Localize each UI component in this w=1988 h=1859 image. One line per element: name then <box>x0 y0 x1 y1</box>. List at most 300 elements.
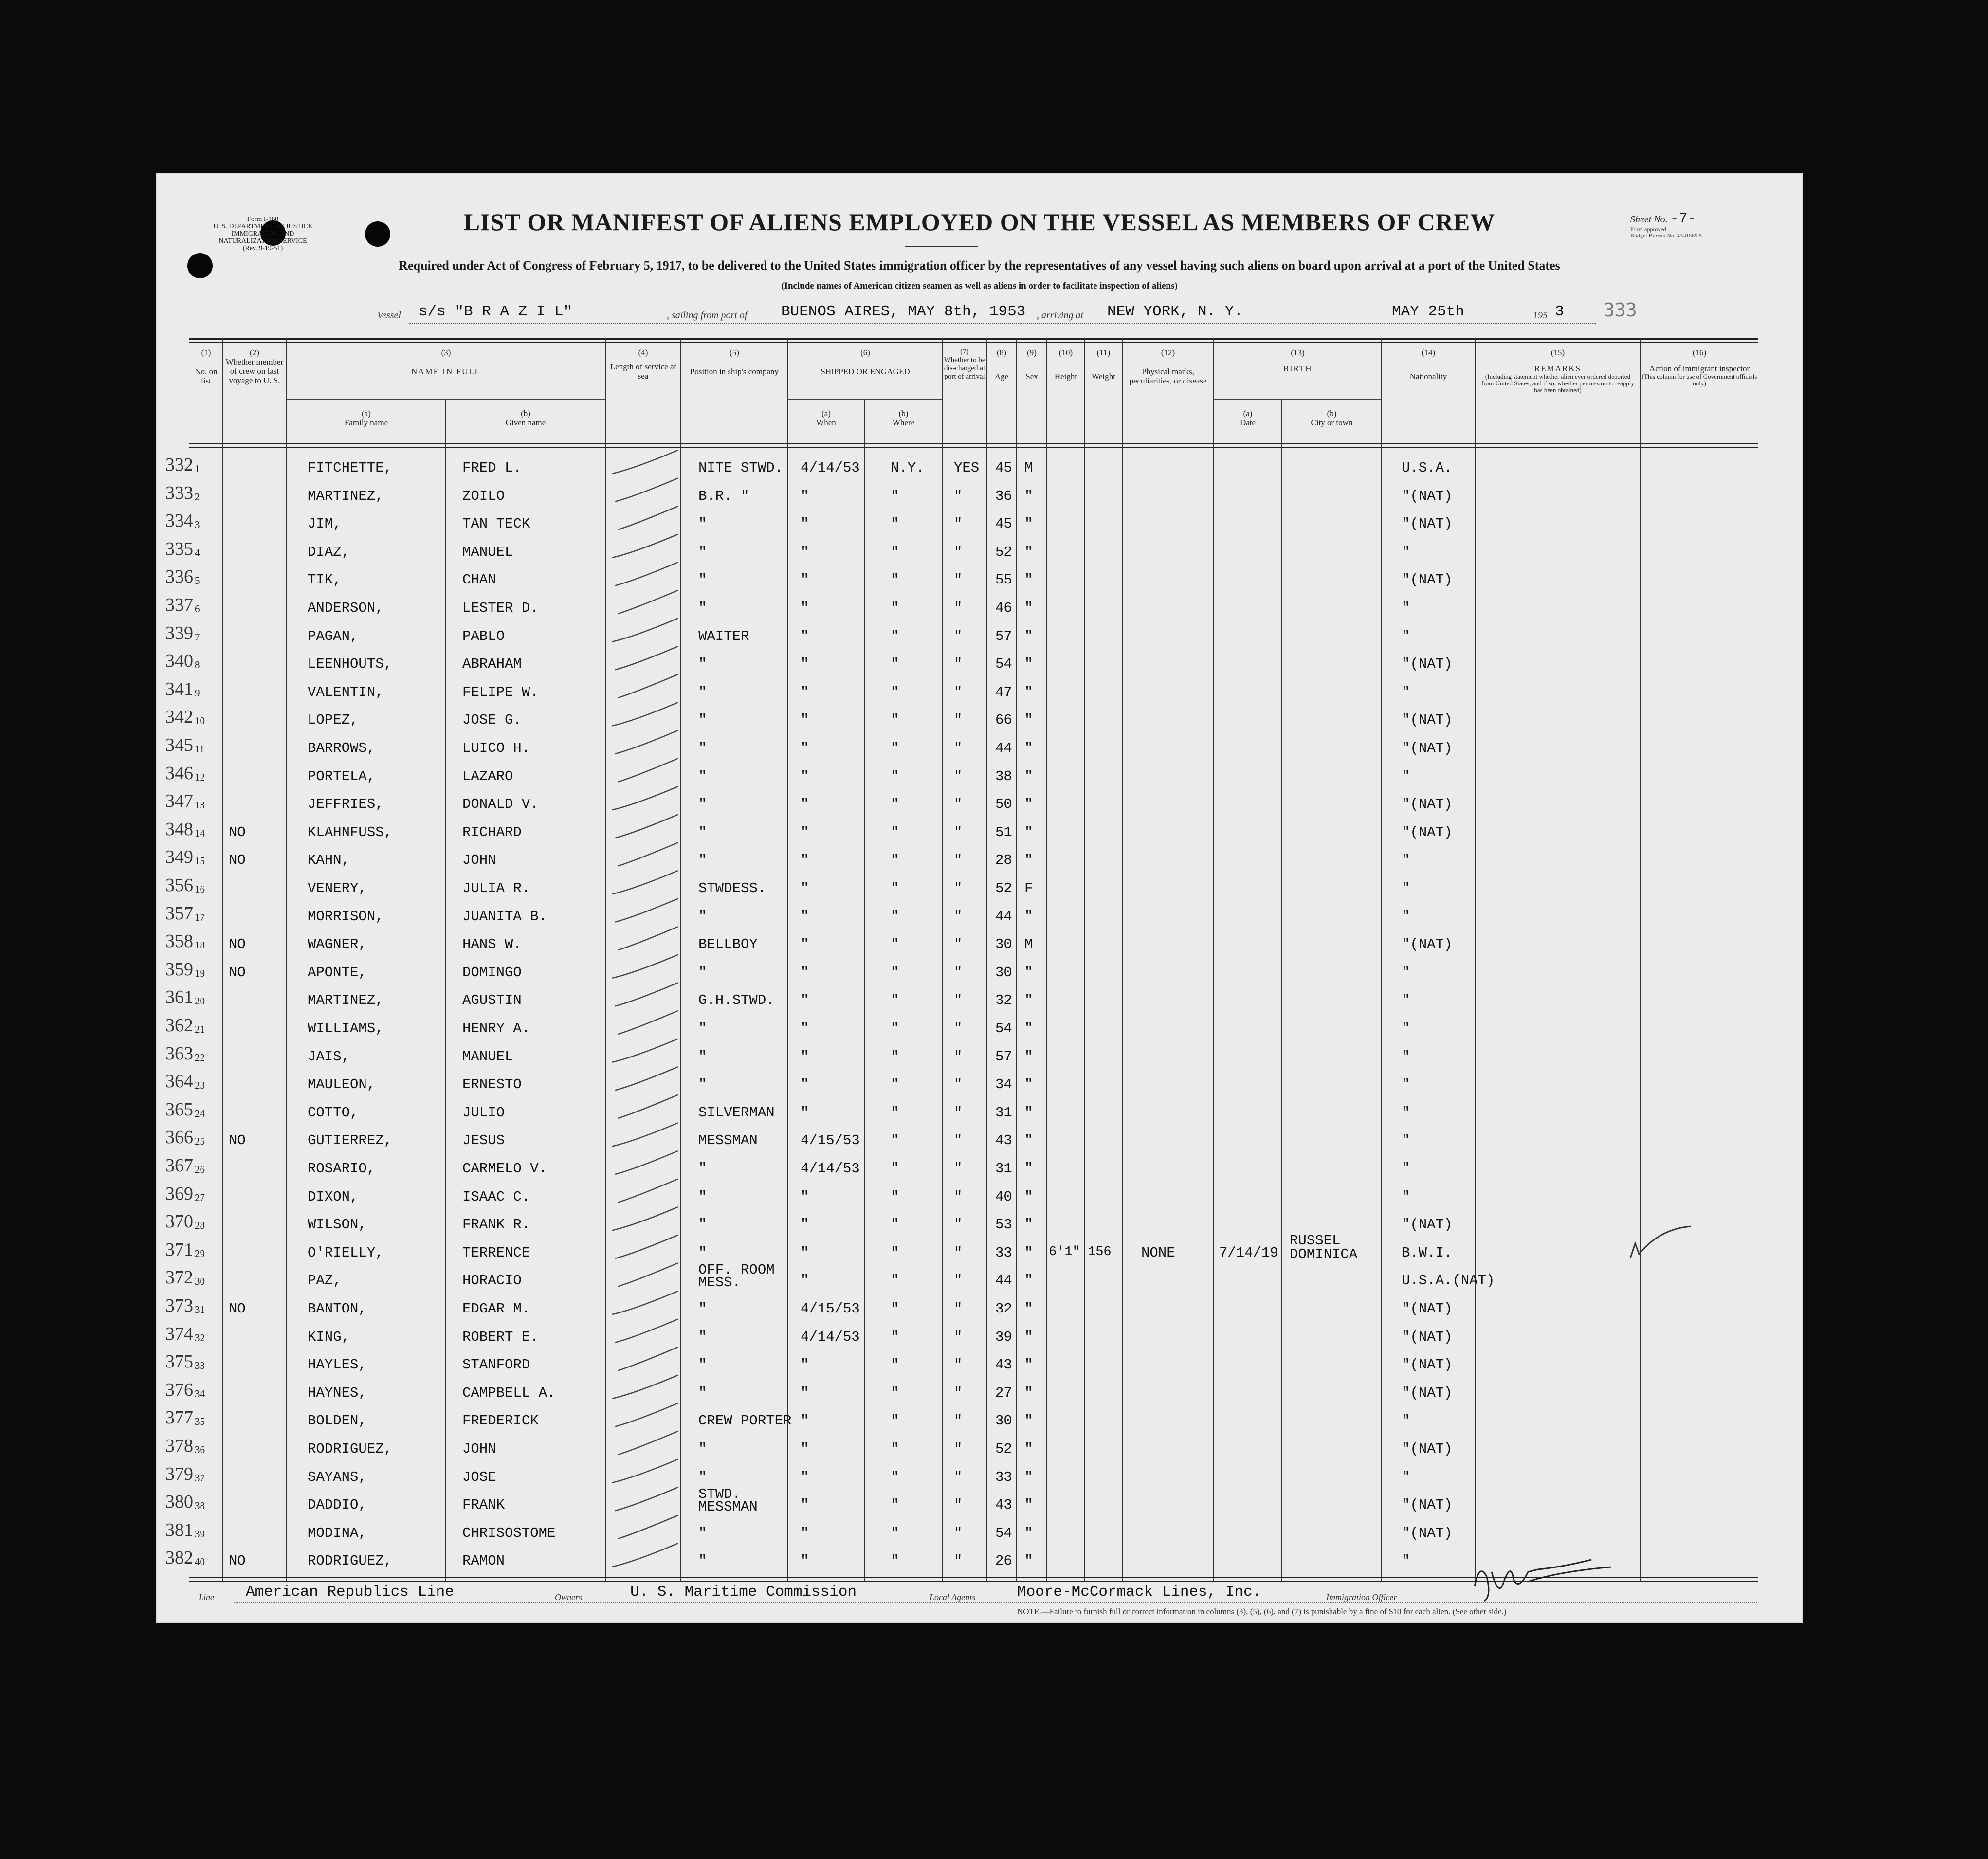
position-cell: " <box>698 1469 707 1485</box>
shipped-where-cell: " <box>891 992 899 1009</box>
shipped-when-cell: " <box>801 488 809 504</box>
shipped-where-cell: " <box>891 1469 899 1485</box>
col-header-num: (12) <box>1161 348 1175 357</box>
position-cell: MESSMAN <box>698 1132 758 1149</box>
nationality-cell: " <box>1402 1104 1410 1121</box>
given-name-cell: DONALD V. <box>462 796 539 813</box>
sex-cell: " <box>1024 1385 1033 1401</box>
nationality-cell: " <box>1402 1188 1410 1205</box>
owners-value: U. S. Maritime Commission <box>630 1584 857 1601</box>
pencil-check-mark <box>612 619 678 642</box>
given-name-cell: JULIA R. <box>462 880 530 896</box>
pencil-check-mark <box>612 871 678 894</box>
list-number: 346 <box>165 763 193 784</box>
line-number: 18 <box>195 939 205 951</box>
page-title: LIST OR MANIFEST OF ALIENS EMPLOYED ON THE VESSEL AS MEMBERS OF CREW <box>463 208 1496 236</box>
shipped-where-cell: " <box>891 936 899 953</box>
last-voyage-cell: NO <box>229 936 246 953</box>
pencil-check-mark <box>612 1207 678 1230</box>
sex-cell: M <box>1024 460 1033 476</box>
col-header-sub-text: Given name <box>505 418 546 427</box>
family-name-cell: FITCHETTE, <box>308 460 393 476</box>
shipped-when-cell: " <box>801 1385 809 1401</box>
line-number: 14 <box>195 827 205 839</box>
discharged-cell: " <box>954 1104 963 1121</box>
list-number: 359 <box>165 959 193 980</box>
vessel-label: Vessel <box>377 310 401 321</box>
owners-label: Owners <box>555 1592 583 1602</box>
pencil-check-mark <box>612 1375 678 1399</box>
shipped-when-cell: " <box>801 1525 809 1541</box>
sex-cell: " <box>1024 1329 1033 1345</box>
position-cell: " <box>698 1385 707 1401</box>
col-header-text: Height <box>1054 372 1077 381</box>
line-number: 22 <box>195 1051 205 1063</box>
nationality-cell: " <box>1402 684 1410 700</box>
age-cell: 32 <box>995 1301 1012 1317</box>
age-cell: 40 <box>995 1188 1012 1205</box>
age-cell: 53 <box>995 1217 1012 1233</box>
pencil-check-mark <box>615 730 678 754</box>
given-name-cell: LAZARO <box>462 768 513 784</box>
sex-cell: " <box>1024 712 1033 729</box>
birth-city-cell: RUSSEL DOMINICA <box>1290 1232 1358 1262</box>
family-name-cell: JIM, <box>308 516 342 532</box>
pencil-check-mark <box>615 815 678 838</box>
shipped-when-cell: " <box>801 1441 809 1457</box>
list-number: 357 <box>165 903 193 924</box>
position-cell: " <box>698 1244 707 1261</box>
family-name-cell: SAYANS, <box>308 1469 367 1485</box>
family-name-cell: KLAHNFUSS, <box>308 824 393 840</box>
pencil-check-mark <box>615 1151 678 1174</box>
discharged-cell: " <box>954 684 963 700</box>
shipped-when-cell: " <box>801 1357 809 1373</box>
age-cell: 26 <box>995 1553 1012 1569</box>
line-label: Line <box>199 1592 215 1602</box>
shipped-where-cell: " <box>891 1357 899 1373</box>
line-number: 32 <box>195 1331 205 1344</box>
col-header-age <box>987 348 1016 381</box>
nationality-cell: " <box>1402 964 1410 981</box>
shipped-when-cell: " <box>801 964 809 981</box>
shipped-where-cell: " <box>891 824 899 840</box>
col-line <box>1046 338 1047 1582</box>
sex-cell: " <box>1024 796 1033 813</box>
shipped-where-cell: " <box>891 964 899 981</box>
nationality-cell: " <box>1402 1021 1410 1037</box>
col-header-num: (3) <box>441 348 451 357</box>
age-cell: 44 <box>995 1273 1012 1289</box>
sex-cell: " <box>1024 1076 1033 1093</box>
list-number: 373 <box>165 1295 193 1316</box>
given-name-cell: ROBERT E. <box>462 1329 539 1345</box>
sex-cell: " <box>1024 1132 1033 1149</box>
shipped-when-cell: " <box>801 796 809 813</box>
line-number: 30 <box>195 1276 205 1288</box>
family-name-cell: HAYNES, <box>308 1385 367 1401</box>
pencil-check-mark <box>615 983 678 1006</box>
shipped-where-cell: " <box>891 1553 899 1569</box>
discharged-cell: " <box>954 824 963 840</box>
pencil-check-mark <box>615 1067 678 1090</box>
local-agents-value: Moore-McCormack Lines, Inc. <box>1017 1584 1262 1601</box>
pencil-check-mark <box>618 1515 678 1539</box>
col-header-text: Weight <box>1092 372 1115 381</box>
col-header-text: NAME IN FULL <box>411 367 481 376</box>
col-header-inspector-action <box>1641 348 1758 387</box>
sex-cell: " <box>1024 992 1033 1009</box>
sex-cell: " <box>1024 1413 1033 1429</box>
given-name-cell: CHAN <box>462 572 496 588</box>
last-voyage-cell: NO <box>229 824 246 840</box>
pencil-check-mark <box>612 1543 678 1567</box>
sheet-number-value: -7- <box>1670 211 1696 227</box>
col-header-weight <box>1085 348 1122 381</box>
given-name-cell: JULIO <box>462 1104 505 1121</box>
col-header-text: Nationality <box>1409 372 1447 381</box>
age-cell: 43 <box>995 1357 1012 1373</box>
age-cell: 52 <box>995 544 1012 560</box>
shipped-when-cell: " <box>801 1497 809 1513</box>
shipped-when-cell: " <box>801 908 809 925</box>
local-agents-label: Local Agents <box>930 1592 976 1602</box>
list-number: 367 <box>165 1155 193 1176</box>
age-cell: 45 <box>995 516 1012 532</box>
col-header-text: Whether member of crew on last voyage to U. S. <box>225 357 284 385</box>
discharged-cell: " <box>954 600 963 616</box>
voyage-line <box>156 299 1803 328</box>
pencil-check-mark <box>618 1263 678 1286</box>
pencil-check-mark <box>612 955 678 978</box>
family-name-cell: KAHN, <box>308 852 350 869</box>
discharged-cell: " <box>954 768 963 784</box>
age-cell: 33 <box>995 1244 1012 1261</box>
family-name-cell: MARTINEZ, <box>308 488 384 504</box>
col-header-num: (15) <box>1550 348 1565 357</box>
shipped-where-cell: " <box>891 488 899 504</box>
line-number: 15 <box>195 855 205 867</box>
shipped-when-cell: " <box>801 600 809 616</box>
given-name-cell: JOSE G. <box>462 712 522 729</box>
col-header-height <box>1047 348 1084 381</box>
family-name-cell: RODRIGUEZ, <box>308 1441 393 1457</box>
age-cell: 46 <box>995 600 1012 616</box>
list-number: 376 <box>165 1379 193 1400</box>
line-number: 25 <box>195 1135 205 1148</box>
col-header-discharged <box>943 348 986 381</box>
nationality-cell: "(NAT) <box>1402 712 1453 729</box>
discharged-cell: " <box>954 516 963 532</box>
arrival-date: MAY 25th <box>1392 303 1464 320</box>
col-line <box>1381 338 1382 1582</box>
col-line <box>286 338 287 1582</box>
col-header-num: (7) <box>960 348 969 356</box>
col-header-num: (9) <box>1027 348 1037 357</box>
nationality-cell: "(NAT) <box>1402 488 1453 504</box>
nationality-cell: "(NAT) <box>1402 656 1453 673</box>
pencil-check-mark <box>618 506 678 529</box>
col-header-num: (11) <box>1096 348 1111 357</box>
list-number: 342 <box>165 707 193 728</box>
col-header-given-name <box>446 409 605 427</box>
sex-cell: F <box>1024 880 1033 896</box>
col-line <box>864 399 865 1582</box>
position-cell: " <box>698 908 707 925</box>
last-voyage-cell: NO <box>229 964 246 981</box>
sex-cell: " <box>1024 1048 1033 1065</box>
nationality-cell: "(NAT) <box>1402 1357 1453 1373</box>
col-header-text: SHIPPED OR ENGAGED <box>821 367 910 376</box>
pencil-check-mark <box>615 478 678 502</box>
shipped-when-cell: " <box>801 544 809 560</box>
shipped-when-cell: " <box>801 936 809 953</box>
discharged-cell: " <box>954 1217 963 1233</box>
list-number: 375 <box>165 1351 193 1372</box>
col-header-num: (10) <box>1058 348 1073 357</box>
nationality-cell: " <box>1402 880 1410 896</box>
family-name-cell: TIK, <box>308 572 342 588</box>
sex-cell: " <box>1024 1301 1033 1317</box>
given-name-cell: LUICO H. <box>462 740 530 756</box>
inspector-check-mark <box>1625 1224 1694 1263</box>
position-cell: " <box>698 1021 707 1037</box>
sex-cell: " <box>1024 1104 1033 1121</box>
pencil-check-mark <box>612 1123 678 1146</box>
pencil-check-mark <box>618 590 678 614</box>
given-name-cell: ISAAC C. <box>462 1188 530 1205</box>
family-name-cell: WILSON, <box>308 1217 367 1233</box>
list-number: 347 <box>165 791 193 812</box>
position-cell: " <box>698 768 707 784</box>
col-header-birth-date <box>1214 409 1281 427</box>
col-header-text: Sex <box>1025 372 1038 381</box>
nationality-cell: "(NAT) <box>1402 1525 1453 1541</box>
pencil-check-mark <box>612 702 678 726</box>
shipped-when-cell: " <box>801 880 809 896</box>
shipped-where-cell: " <box>891 852 899 869</box>
nationality-cell: " <box>1402 852 1410 869</box>
col-header-num: (14) <box>1421 348 1436 357</box>
given-name-cell: JESUS <box>462 1132 505 1149</box>
col-header-sub-text: (Including statement whether alien ever ordered deported from United States, and if so, whether permission to reapply has been obtained) <box>1481 373 1634 394</box>
sex-cell: " <box>1024 1244 1033 1261</box>
list-number: 348 <box>165 819 193 839</box>
shipped-where-cell: " <box>891 1021 899 1037</box>
family-name-cell: VALENTIN, <box>308 684 384 700</box>
age-cell: 52 <box>995 1441 1012 1457</box>
col-header-sub-num: (a) <box>362 409 371 418</box>
given-name-cell: MANUEL <box>462 544 513 560</box>
pencil-check-mark <box>615 899 678 922</box>
line-number: 36 <box>195 1444 205 1456</box>
position-cell: NITE STWD. <box>698 460 784 476</box>
sex-cell: " <box>1024 684 1033 700</box>
age-cell: 28 <box>995 852 1012 869</box>
list-number: 334 <box>165 510 193 531</box>
list-number: 377 <box>165 1407 193 1428</box>
list-number: 356 <box>165 875 193 895</box>
year-label: 195 <box>1533 310 1548 321</box>
position-cell: WAITER <box>698 628 749 644</box>
col-header-sub-num: (a) <box>1243 409 1253 418</box>
shipped-when-cell: " <box>801 1104 809 1121</box>
position-cell: " <box>698 656 707 673</box>
given-name-cell: HORACIO <box>462 1273 522 1289</box>
age-cell: 30 <box>995 936 1012 953</box>
family-name-cell: DIXON, <box>308 1188 359 1205</box>
age-cell: 33 <box>995 1469 1012 1485</box>
shipped-where-cell: " <box>891 1048 899 1065</box>
list-number: 349 <box>165 847 193 868</box>
sex-cell: " <box>1024 1161 1033 1177</box>
shipped-when-cell: " <box>801 768 809 784</box>
shipped-where-cell: " <box>891 1104 899 1121</box>
line-number: 12 <box>195 771 205 783</box>
age-cell: 38 <box>995 768 1012 784</box>
shipped-where-cell: " <box>891 1076 899 1093</box>
line-number: 16 <box>195 883 205 895</box>
line-value: American Republics Line <box>246 1584 454 1601</box>
position-cell: " <box>698 544 707 560</box>
line-number: 37 <box>195 1472 205 1484</box>
shipped-where-cell: " <box>891 768 899 784</box>
age-cell: 43 <box>995 1497 1012 1513</box>
col-header-sub-text: Family name <box>344 418 388 427</box>
sex-cell: " <box>1024 768 1033 784</box>
pencil-check-mark <box>615 1487 678 1511</box>
sex-cell: " <box>1024 544 1033 560</box>
age-cell: 36 <box>995 488 1012 504</box>
position-cell: " <box>698 796 707 813</box>
given-name-cell: FRANK <box>462 1497 505 1513</box>
nationality-cell: "(NAT) <box>1402 1441 1453 1457</box>
discharged-cell: " <box>954 572 963 588</box>
line-number: 13 <box>195 799 205 811</box>
pencil-check-mark <box>618 1011 678 1034</box>
position-cell: OFF. ROOM MESS. <box>698 1262 775 1291</box>
nationality-cell: "(NAT) <box>1402 516 1453 532</box>
list-number: 358 <box>165 931 193 952</box>
col-line <box>942 338 943 1582</box>
list-number: 382 <box>165 1548 193 1568</box>
col-header-no <box>190 348 222 385</box>
col-line <box>1475 338 1476 1582</box>
family-name-cell: BOLDEN, <box>308 1413 367 1429</box>
given-name-cell: LESTER D. <box>462 600 539 616</box>
nationality-cell: "(NAT) <box>1402 824 1453 840</box>
shipped-where-cell: " <box>891 628 899 644</box>
nationality-cell: "(NAT) <box>1402 740 1453 756</box>
nationality-cell: "(NAT) <box>1402 1217 1453 1233</box>
line-number: 39 <box>195 1528 205 1540</box>
list-number: 340 <box>165 651 193 672</box>
given-name-cell: EDGAR M. <box>462 1301 530 1317</box>
discharged-cell: " <box>954 1525 963 1541</box>
title-underline <box>905 246 978 247</box>
list-number: 369 <box>165 1183 193 1204</box>
shipped-when-cell: " <box>801 852 809 869</box>
nationality-cell: U.S.A.(NAT) <box>1402 1273 1495 1289</box>
nationality-cell: " <box>1402 628 1410 644</box>
given-name-cell: JOSE <box>462 1469 496 1485</box>
shipped-when-cell: " <box>801 1273 809 1289</box>
arriving-port: NEW YORK, N. Y. <box>1107 303 1243 320</box>
nationality-cell: " <box>1402 1076 1410 1093</box>
line-number: 2 <box>195 491 200 503</box>
discharged-cell: " <box>954 740 963 756</box>
given-name-cell: DOMINGO <box>462 964 522 981</box>
position-cell: " <box>698 684 707 700</box>
position-cell: " <box>698 964 707 981</box>
given-name-cell: JOHN <box>462 852 496 869</box>
age-cell: 44 <box>995 740 1012 756</box>
col-line <box>1084 338 1085 1582</box>
col-header-text: Action of immigrant inspector <box>1649 364 1750 373</box>
position-cell: " <box>698 572 707 588</box>
shipped-when-cell: " <box>801 824 809 840</box>
age-cell: 52 <box>995 880 1012 896</box>
line-number: 38 <box>195 1500 205 1512</box>
position-cell: CREW PORTER <box>698 1413 792 1429</box>
discharged-cell: " <box>954 1329 963 1345</box>
family-name-cell: COTTO, <box>308 1104 359 1121</box>
family-name-cell: PAGAN, <box>308 628 359 644</box>
age-cell: 54 <box>995 1525 1012 1541</box>
age-cell: 30 <box>995 964 1012 981</box>
shipped-where-cell: " <box>891 516 899 532</box>
family-name-cell: ROSARIO, <box>308 1161 376 1177</box>
line-number: 24 <box>195 1107 205 1119</box>
position-cell: " <box>698 1076 707 1093</box>
nationality-cell: " <box>1402 1469 1410 1485</box>
family-name-cell: MAULEON, <box>308 1076 376 1093</box>
shipped-when-cell: 4/14/53 <box>801 460 860 476</box>
position-cell: B.R. " <box>698 488 749 504</box>
last-voyage-cell: NO <box>229 1301 246 1317</box>
line-number: 7 <box>195 631 200 643</box>
age-cell: 27 <box>995 1385 1012 1401</box>
shipped-where-cell: " <box>891 1497 899 1513</box>
last-voyage-cell: NO <box>229 1132 246 1149</box>
position-cell: " <box>698 852 707 869</box>
age-cell: 57 <box>995 1048 1012 1065</box>
col-header-birth <box>1214 348 1381 373</box>
sex-cell: " <box>1024 572 1033 588</box>
shipped-where-cell: " <box>891 1188 899 1205</box>
col-line <box>1213 338 1214 1582</box>
family-name-cell: HAYLES, <box>308 1357 367 1373</box>
discharged-cell: " <box>954 880 963 896</box>
discharged-cell: " <box>954 628 963 644</box>
given-name-cell: FELIPE W. <box>462 684 539 700</box>
position-cell: " <box>698 1329 707 1345</box>
col-header-text: No. on list <box>195 367 218 385</box>
shipped-where-cell: " <box>891 1329 899 1345</box>
header-top-rule-2 <box>189 342 1758 343</box>
shipped-where-cell: " <box>891 1161 899 1177</box>
subtitle-note: (Include names of American citizen seamen as well as aliens in order to facilitate inspection of aliens) <box>781 281 1178 291</box>
family-name-cell: LOPEZ, <box>308 712 359 729</box>
nationality-cell: "(NAT) <box>1402 572 1453 588</box>
col-header-num: (13) <box>1291 348 1305 357</box>
line-number: 35 <box>195 1416 205 1428</box>
line-number: 11 <box>195 743 205 755</box>
shipped-when-cell: " <box>801 1021 809 1037</box>
shipped-when-cell: " <box>801 1048 809 1065</box>
col-header-num: (1) <box>201 348 211 357</box>
list-number: 379 <box>165 1463 193 1484</box>
